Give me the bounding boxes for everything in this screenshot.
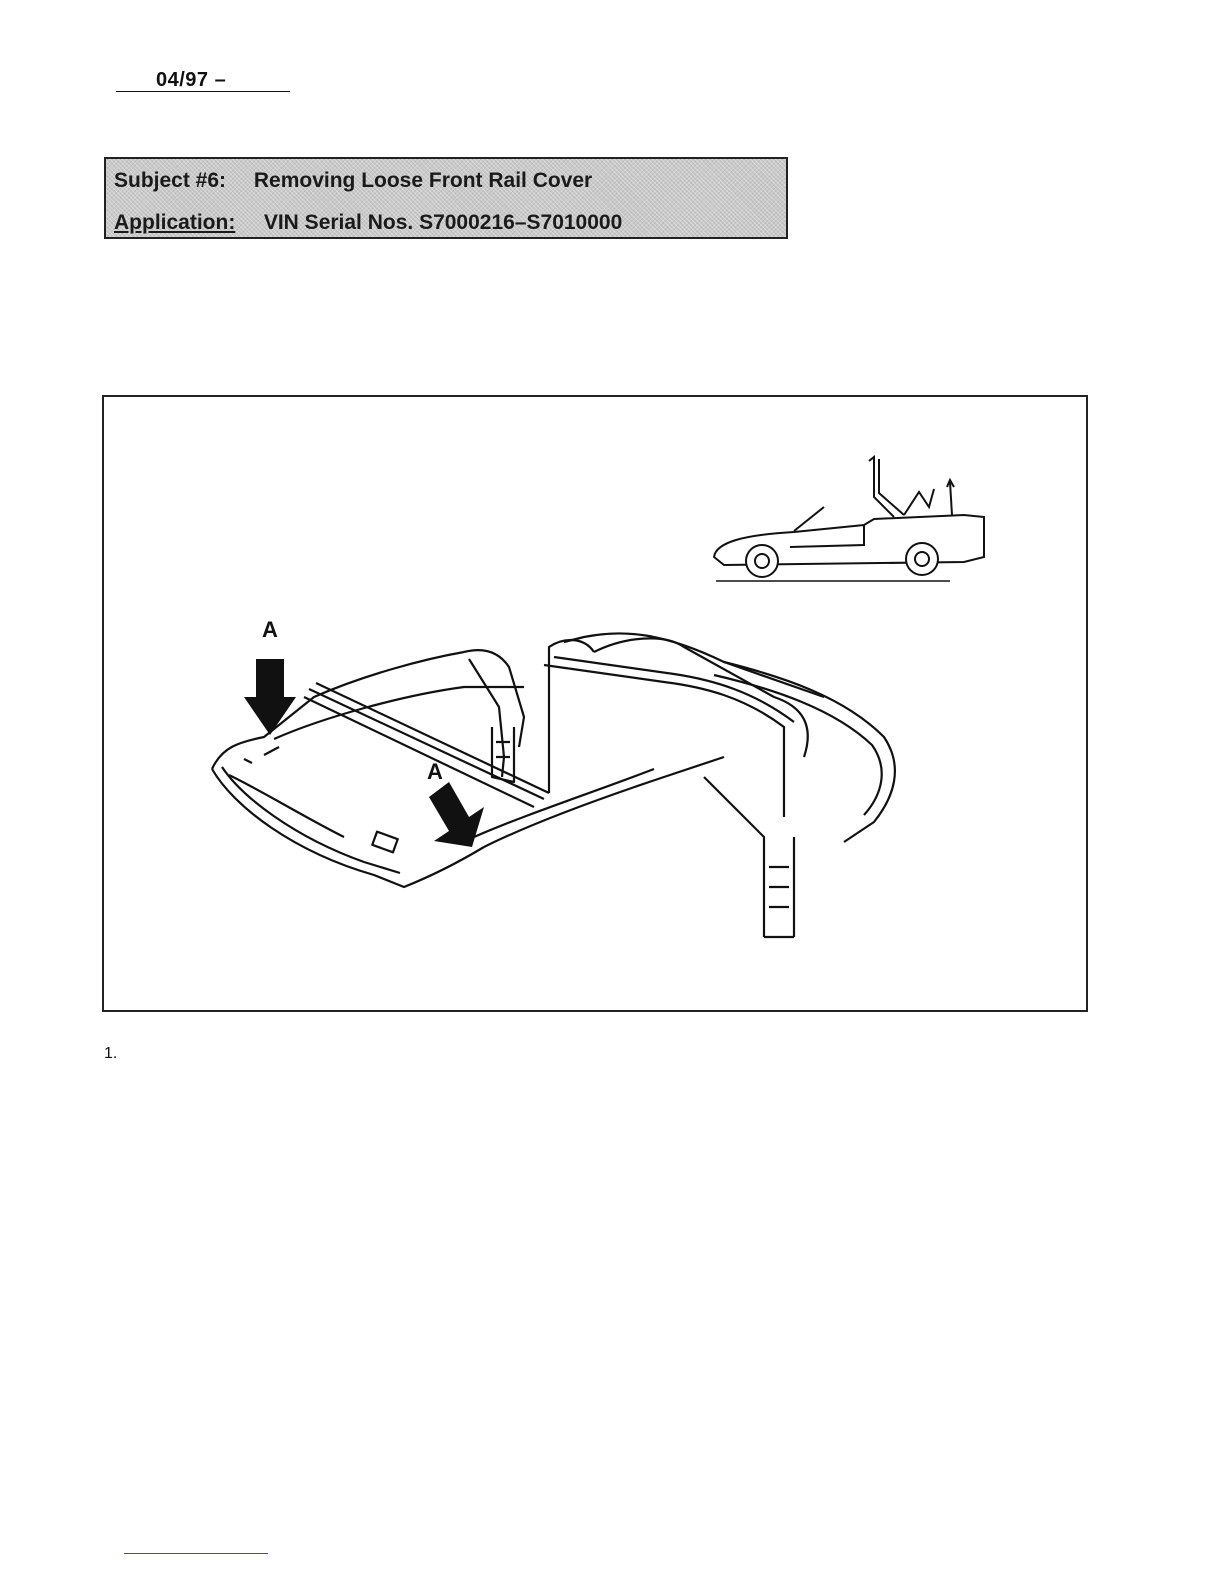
application-line xyxy=(114,211,622,235)
car-thumbnail-icon xyxy=(714,457,984,581)
arrow-a-left-icon xyxy=(244,659,296,735)
convertible-top-frame-illustration xyxy=(104,397,1090,1014)
callout-a-left: A xyxy=(262,617,278,642)
application-text: VIN Serial Nos. S7000216–S7010000 xyxy=(263,211,623,234)
top-frame-drawing xyxy=(212,633,895,937)
subject-box xyxy=(104,157,788,239)
subject-text: Removing Loose Front Rail Cover xyxy=(253,169,593,192)
figure-frame xyxy=(102,395,1088,1012)
date-range: 04/97 – xyxy=(116,68,290,92)
callout-a-right: A xyxy=(427,759,443,784)
footer-rule xyxy=(124,1553,268,1554)
subject-label: Subject #6: xyxy=(114,169,227,192)
application-label: Application: xyxy=(114,211,236,234)
subject-line xyxy=(114,169,592,193)
step-number: 1. xyxy=(104,1045,118,1062)
